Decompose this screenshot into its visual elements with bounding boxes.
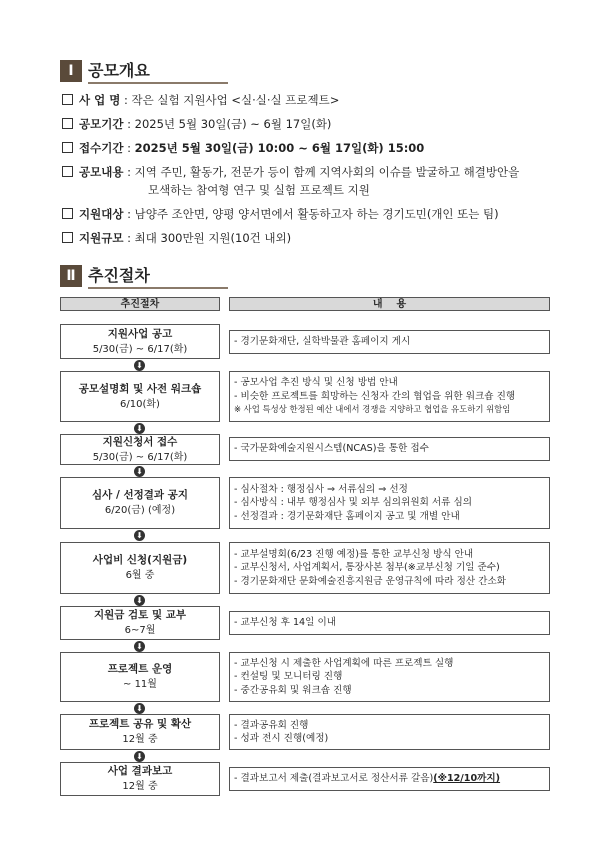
step-date: 6/20(금) (예정) <box>104 505 176 516</box>
step-title: 심사 / 선정결과 공지 <box>92 489 188 501</box>
step-date: 5/30(금) ~ 6/17(화) <box>92 451 188 463</box>
deadline-note: (※12/10까지) <box>433 773 501 785</box>
step-description: - 심사절차 : 행정심사 ⇒ 서류심의 ⇒ 선정 - 심사방식 : 내부 행정심사 및 외부 심의위원회 서류 심의 - 선정결과 : 경기문화재단 홈페이지 공고 및 개별 안내 <box>229 477 550 529</box>
overview-item-name: 사 업 명 : 작은 실험 지원사업 <실·실·실 프로젝트> <box>62 92 339 108</box>
down-arrow-icon: ⬇ <box>134 751 145 762</box>
step-date: 12월 중 <box>122 734 158 745</box>
step-description: - 교부설명회(6/23 진행 예정)를 통한 교부신청 방식 안내 - 교부신청서, 사업계획서, 통장사본 첨부(※교부신청 기일 준수) - 경기문화재단 문화예술진흥지원금 운영규칙에 따라 정산 간소화 <box>229 542 550 594</box>
checkbox-icon <box>62 208 73 219</box>
step-title: 사업비 신청(지원금) <box>92 554 188 566</box>
down-arrow-icon: ⬇ <box>134 530 145 541</box>
down-arrow-icon: ⬇ <box>134 595 145 606</box>
checkbox-icon <box>62 142 73 153</box>
step-description: - 경기문화재단, 실학박물관 홈페이지 게시 <box>229 330 550 354</box>
process-header-right: 내 용 <box>229 297 550 311</box>
process-step <box>60 324 220 359</box>
checkbox-icon <box>62 166 73 177</box>
checkbox-icon <box>62 118 73 129</box>
down-arrow-icon: ⬇ <box>134 423 145 434</box>
process-step <box>60 371 220 422</box>
step-description: - 교부신청 시 제출한 사업계획에 따른 프로젝트 실행 - 컨설팅 및 모니터링 진행 - 중간공유회 및 워크숍 진행 <box>229 652 550 702</box>
step-description: - 공모사업 추진 방식 및 신청 방법 안내 - 비슷한 프로젝트를 희망하는 신청자 간의 협업을 위한 워크숍 진행 ※ 사업 특성상 한정된 예산 내에서 경쟁을 지양하고 협업을 유도하기 위함임 <box>229 371 550 422</box>
overview-item-target: 지원대상 : 남양주 조안면, 양평 양서면에서 활동하고자 하는 경기도민(개인 또는 팀) <box>62 206 499 222</box>
step-title: 프로젝트 운영 <box>107 663 173 675</box>
section1-underline <box>88 82 228 84</box>
process-step <box>60 762 220 796</box>
step-title: 지원금 검토 및 교부 <box>93 609 187 621</box>
step-description: - 결과보고서 제출(결과보고서로 정산서류 갈음)(※12/10까지) <box>229 767 550 791</box>
overview-item-receipt: 접수기간 : 2025년 5월 30일(금) 10:00 ~ 6월 17일(화) 15:00 <box>62 140 424 156</box>
step-date: 5/30(금) ~ 6/17(화) <box>92 343 188 355</box>
process-step <box>60 652 220 702</box>
down-arrow-icon: ⬇ <box>134 466 145 477</box>
down-arrow-icon: ⬇ <box>134 641 145 652</box>
section1-title: 공모개요 <box>88 61 150 80</box>
section2-title: 추진절차 <box>88 266 150 285</box>
process-step <box>60 714 220 750</box>
step-description: - 국가문화예술지원시스템(NCAS)을 통한 접수 <box>229 437 550 461</box>
checkbox-icon <box>62 232 73 243</box>
step-date: 6~7월 <box>124 625 156 636</box>
section2-number: Ⅱ <box>60 265 82 287</box>
down-arrow-icon: ⬇ <box>134 360 145 371</box>
overview-item-content: 공모내용 : 지역 주민, 활동가, 전문가 등이 함께 지역사회의 이슈를 발굴하고 해결방안을 <box>62 164 519 180</box>
step-date: ~ 11월 <box>123 679 157 690</box>
step-title: 지원신청서 접수 <box>102 435 178 448</box>
process-header-left: 추진절차 <box>60 297 220 311</box>
overview-item-period: 공모기간 : 2025년 5월 30일(금) ~ 6월 17일(화) <box>62 116 331 132</box>
process-step <box>60 542 220 594</box>
step-title: 프로젝트 공유 및 확산 <box>88 718 192 730</box>
overview-item-content-cont: 모색하는 참여형 연구 및 실험 프로젝트 지원 <box>148 183 370 197</box>
step-title: 사업 결과보고 <box>107 765 173 777</box>
process-step <box>60 606 220 640</box>
overview-item-scale: 지원규모 : 최대 300만원 지원(10건 내외) <box>62 230 291 246</box>
step-description: - 교부신청 후 14일 이내 <box>229 611 550 635</box>
step-title: 지원사업 공고 <box>107 327 173 340</box>
step-description: - 결과공유회 진행 - 성과 전시 진행(예정) <box>229 714 550 750</box>
process-step <box>60 434 220 465</box>
step-date: 12월 중 <box>122 781 158 792</box>
section2-underline <box>88 287 228 289</box>
step-date: 6월 중 <box>125 570 155 581</box>
down-arrow-icon: ⬇ <box>134 703 145 714</box>
step-date: 6/10(화) <box>120 398 160 410</box>
checkbox-icon <box>62 94 73 105</box>
step-title: 공모설명회 및 사전 워크숍 <box>78 382 202 395</box>
section1-number: Ⅰ <box>60 60 82 82</box>
process-step <box>60 477 220 529</box>
